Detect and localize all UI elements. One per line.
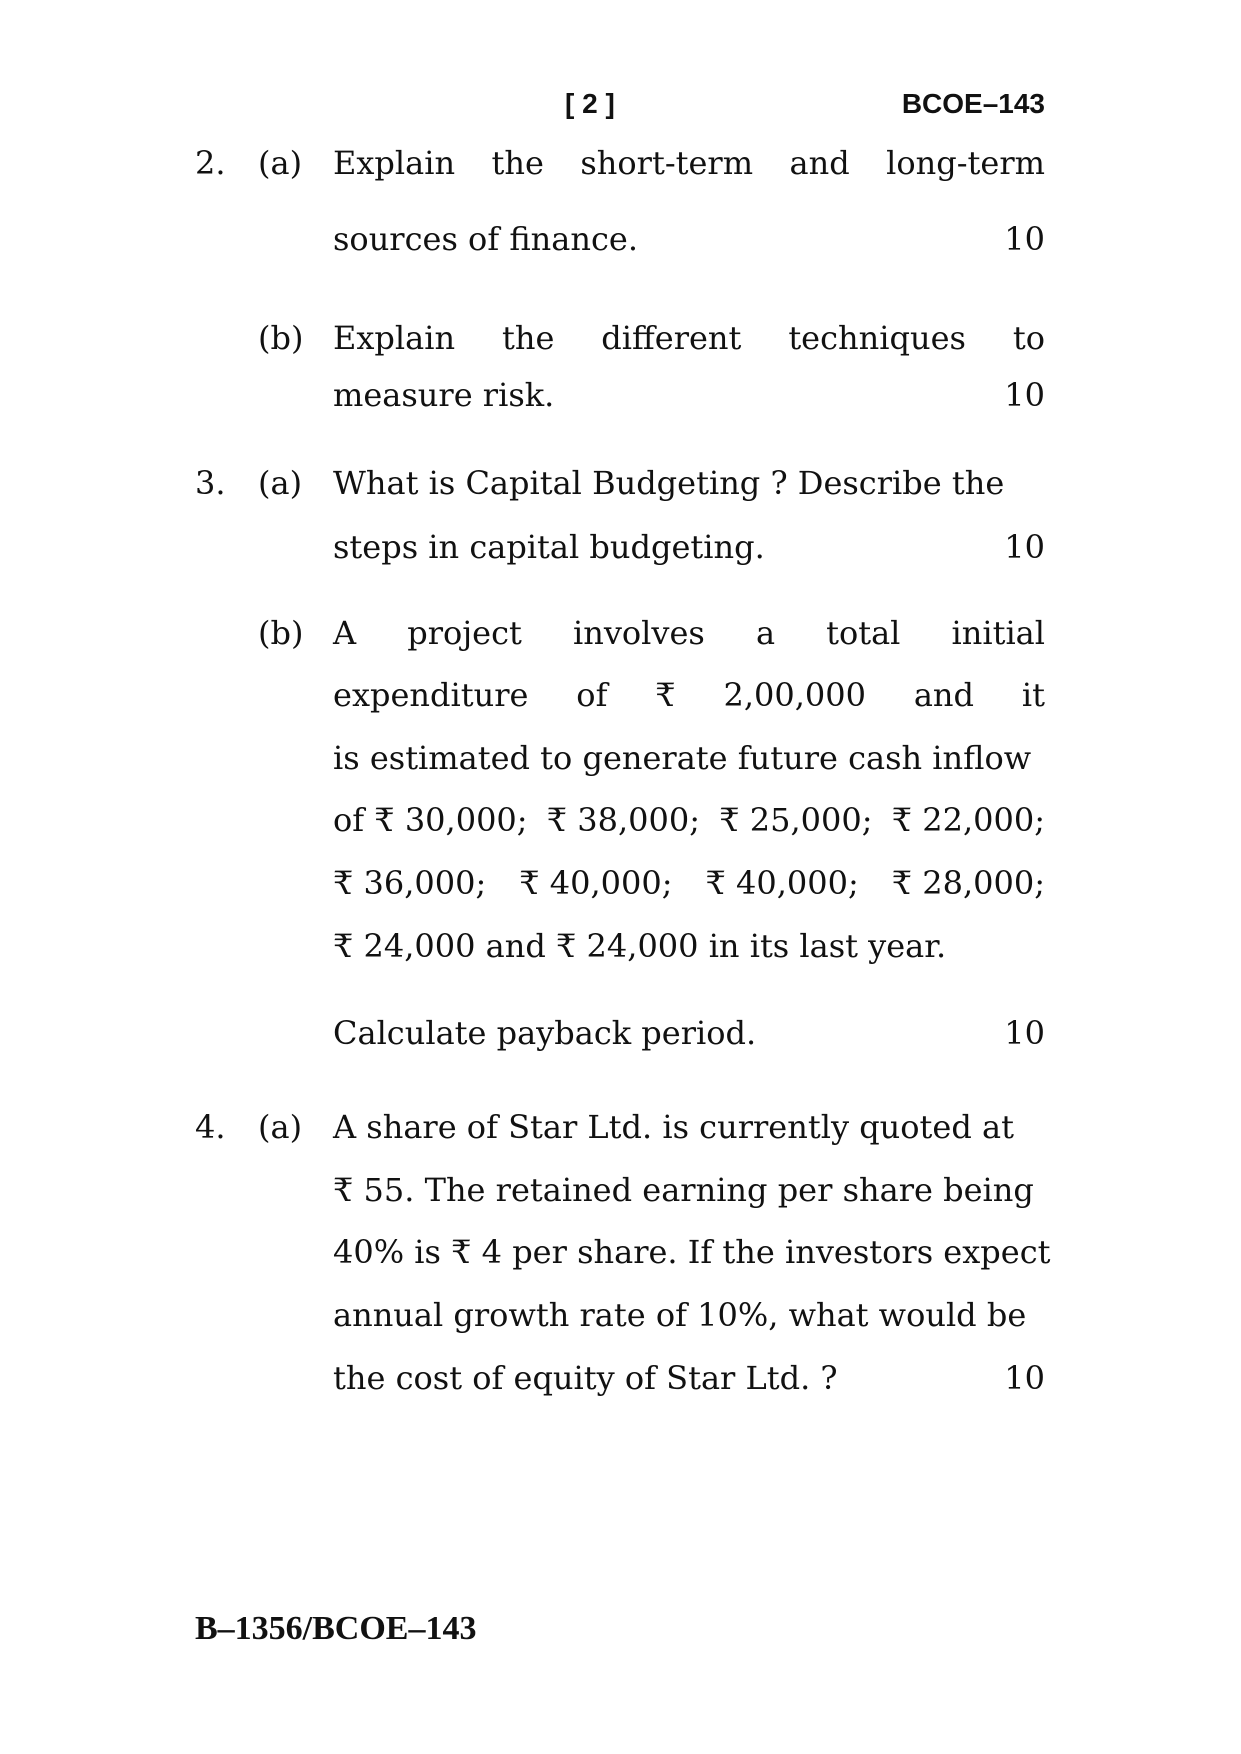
q2a-marks: 10: [1004, 220, 1045, 258]
q2-part-a-label: (a): [258, 144, 303, 182]
q3b-line-6: ₹ 24,000 and ₹ 24,000 in its last year.: [333, 927, 947, 965]
word: to: [1012, 319, 1045, 357]
word: total: [826, 614, 901, 652]
word: and: [913, 676, 975, 714]
question-number-4: 4.: [195, 1108, 226, 1146]
word: long-term: [886, 144, 1045, 182]
cash-inflow: of ₹ 30,000;: [333, 801, 528, 839]
word: initial: [951, 614, 1045, 652]
cash-inflow: ₹ 40,000;: [705, 864, 859, 902]
word: it: [1021, 676, 1045, 714]
q2a-line-1: [333, 144, 1045, 182]
word: A: [333, 614, 357, 652]
word: expenditure: [333, 676, 529, 714]
q4a-line-3: 40% is ₹ 4 per share. If the investors expect: [333, 1233, 1051, 1271]
word: 2,00,000: [723, 676, 866, 714]
cash-inflow: ₹ 40,000;: [519, 864, 673, 902]
q2b-marks: 10: [1004, 376, 1045, 414]
q3b-marks: 10: [1004, 1014, 1045, 1052]
q3b-line-4: [333, 801, 1045, 839]
q4a-line-1: A share of Star Ltd. is currently quoted at: [333, 1108, 1014, 1146]
q2b-text: measure risk.: [333, 376, 555, 414]
q2a-text: sources of finance.: [333, 220, 638, 258]
word: and: [789, 144, 850, 182]
q4-part-a-label: (a): [258, 1108, 303, 1146]
q4a-line-4: annual growth rate of 10%, what would be: [333, 1296, 1027, 1334]
q3b-line-2: [333, 676, 1045, 714]
q2b-line-1: [333, 319, 1045, 357]
word: of: [576, 676, 608, 714]
footer-paper-code: B–1356/BCOE–143: [195, 1610, 477, 1647]
q4a-text: the cost of equity of Star Ltd. ?: [333, 1359, 838, 1397]
q4a-line-2: ₹ 55. The retained earning per share being: [333, 1171, 1034, 1209]
word: involves: [572, 614, 705, 652]
word: Explain: [333, 144, 456, 182]
q3-part-a-label: (a): [258, 464, 303, 502]
q3b-line-3: is estimated to generate future cash inflow: [333, 739, 1032, 777]
q3b-line-1: [333, 614, 1045, 652]
word: Explain: [333, 319, 456, 357]
word: a: [755, 614, 776, 652]
q2b-line-2: [333, 376, 1045, 414]
cash-inflow: ₹ 25,000;: [719, 801, 873, 839]
q3b-line-5: [333, 864, 1045, 902]
word: the: [491, 144, 544, 182]
q2-part-b-label: (b): [258, 319, 304, 357]
question-number-3: 3.: [195, 464, 226, 502]
page-number: [ 2 ]: [565, 88, 615, 119]
cash-inflow: ₹ 38,000;: [546, 801, 701, 839]
word: different: [601, 319, 742, 357]
q3-part-b-label: (b): [258, 614, 304, 652]
word: techniques: [788, 319, 966, 357]
course-code: BCOE–143: [901, 88, 1045, 119]
q4a-marks: 10: [1004, 1359, 1045, 1397]
cash-inflow: ₹ 22,000;: [891, 801, 1045, 839]
question-number-2: 2.: [195, 144, 226, 182]
rupee-symbol: ₹: [655, 676, 676, 714]
q3b-instruction: Calculate payback period.: [333, 1014, 757, 1052]
cash-inflow: ₹ 28,000;: [891, 864, 1045, 902]
word: project: [407, 614, 522, 652]
q3a-line-2: [333, 528, 1045, 566]
q2a-line-2: [333, 220, 1045, 258]
q3a-line-1: What is Capital Budgeting ? Describe the: [333, 464, 1005, 502]
cash-inflow: ₹ 36,000;: [333, 864, 487, 902]
q3b-line-7: [333, 1014, 1045, 1052]
word: the: [501, 319, 555, 357]
q3a-marks: 10: [1004, 528, 1045, 566]
q4a-line-5: [333, 1359, 1045, 1397]
q3a-text: steps in capital budgeting.: [333, 528, 765, 566]
word: short-term: [580, 144, 754, 182]
